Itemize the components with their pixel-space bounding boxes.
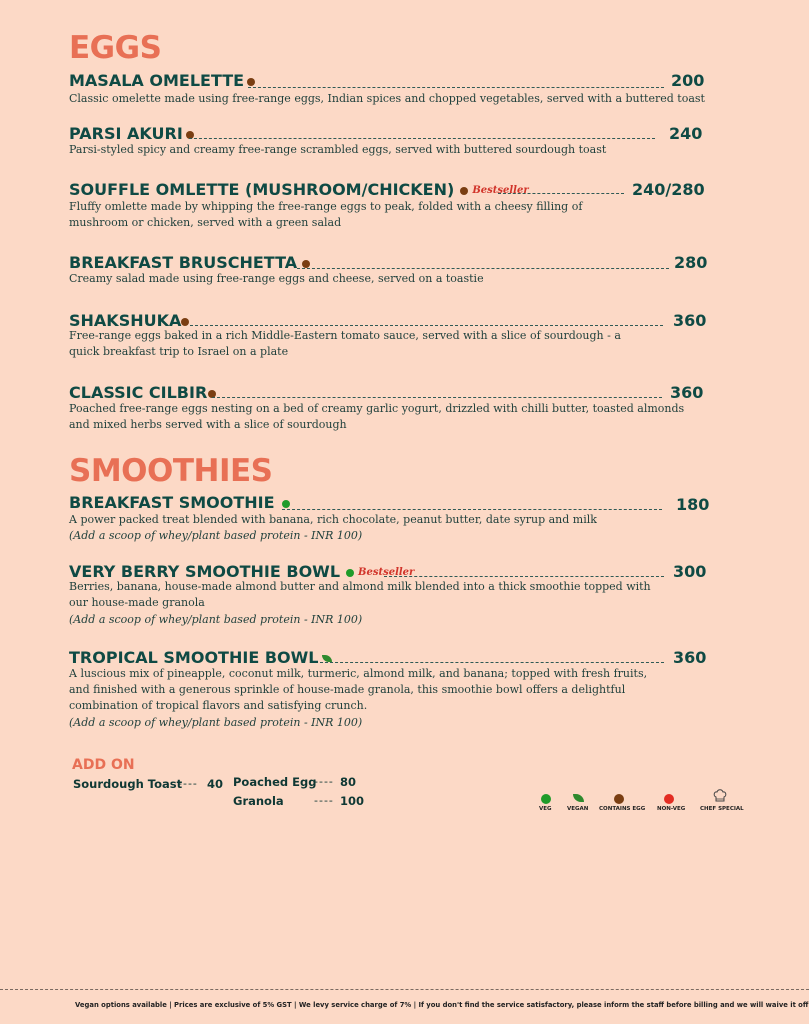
price-leader bbox=[248, 87, 664, 88]
price-leader bbox=[190, 325, 663, 326]
protein-note: (Add a scoop of whey/plant based protein - INR 100) bbox=[69, 716, 363, 729]
item-name-text: BREAKFAST BRUSCHETTA bbox=[69, 253, 298, 272]
egg-dot-icon bbox=[614, 794, 624, 804]
footer-divider bbox=[0, 989, 809, 990]
item-description: Poached free-range eggs nesting on a bed of creamy garlic yogurt, drizzled with chilli butter, toasted almonds and mixed herbs served with a slice of sourdough bbox=[69, 402, 685, 431]
chef-hat-icon bbox=[713, 789, 727, 803]
veg-dot-icon bbox=[541, 794, 551, 804]
menu-item-name bbox=[69, 124, 194, 143]
price-leader bbox=[212, 397, 662, 398]
item-price: 200 bbox=[671, 71, 705, 90]
veg-dot-icon bbox=[282, 500, 290, 508]
item-price: 240 bbox=[669, 124, 703, 143]
menu-item-name bbox=[69, 180, 529, 199]
item-name-text: VERY BERRY SMOOTHIE BOWL bbox=[69, 562, 341, 581]
price-leader bbox=[384, 576, 664, 577]
item-price: 300 bbox=[673, 562, 707, 581]
leaf-icon bbox=[573, 794, 584, 802]
protein-note: (Add a scoop of whey/plant based protein - INR 100) bbox=[69, 613, 363, 626]
item-name-text: CLASSIC CILBIR bbox=[69, 383, 208, 402]
item-name-text: MASALA OMELETTE bbox=[69, 71, 245, 90]
section-title-smoothies: SMOOTHIES bbox=[69, 453, 273, 489]
addon-name: Granola bbox=[233, 794, 284, 808]
menu-item-name bbox=[69, 383, 216, 402]
addon-price: 40 bbox=[207, 777, 224, 791]
item-description: Berries, banana, house-made almond butter and almond milk blended into a thick smoothie topped with our house-made granola bbox=[69, 580, 651, 609]
item-name-text: BREAKFAST SMOOTHIE bbox=[69, 493, 275, 512]
item-price: 360 bbox=[673, 648, 707, 667]
price-leader bbox=[320, 662, 664, 663]
addon-name: Sourdough Toast bbox=[73, 777, 183, 791]
non-veg-dot-icon bbox=[664, 794, 674, 804]
legend-label: VEGAN bbox=[567, 806, 589, 812]
item-description: Classic omelette made using free-range eggs, Indian spices and chopped vegetables, served with a buttered toast bbox=[69, 92, 705, 105]
menu-item-name bbox=[69, 648, 332, 667]
contains-egg-icon bbox=[302, 260, 310, 268]
item-name-text: TROPICAL SMOOTHIE BOWL bbox=[69, 648, 319, 667]
contains-egg-icon bbox=[247, 78, 255, 86]
contains-egg-icon bbox=[460, 187, 468, 195]
addon-title: ADD ON bbox=[72, 757, 135, 773]
addon-price: 80 bbox=[340, 775, 357, 789]
section-title-eggs: EGGS bbox=[69, 30, 162, 66]
item-price: 280 bbox=[674, 253, 708, 272]
legend-label: CONTAINS EGG bbox=[599, 806, 646, 812]
legend-label: CHEF SPECIAL bbox=[700, 806, 744, 812]
item-price: 240/280 bbox=[632, 180, 705, 199]
item-description: Fluffy omlette made by whipping the free-range eggs to peak, folded with a cheesy filling of mushroom or chicken, served with a green salad bbox=[69, 200, 583, 229]
item-description: A power packed treat blended with banana, rich chocolate, peanut butter, date syrup and milk bbox=[69, 513, 597, 526]
item-price: 360 bbox=[673, 311, 707, 330]
addon-dash: ---- bbox=[314, 794, 334, 807]
menu-item-name bbox=[69, 71, 255, 90]
menu-item-name bbox=[69, 253, 310, 272]
veg-dot-icon bbox=[346, 569, 354, 577]
footer-note: Vegan options available | Prices are exclusive of 5% GST | We levy service charge of 7% | If you don't find the service satisfactory, please inform the staff before billing and we will waive it off bbox=[75, 1001, 809, 1009]
item-description: Creamy salad made using free-range eggs and cheese, served on a toastie bbox=[69, 272, 484, 285]
bestseller-badge: Bestseller bbox=[358, 567, 415, 578]
item-price: 180 bbox=[676, 495, 710, 514]
legend-label: NON-VEG bbox=[657, 806, 686, 812]
item-name-text: SOUFFLE OMLETTE (MUSHROOM/CHICKEN) bbox=[69, 180, 455, 199]
addon-name: Poached Egg bbox=[233, 775, 317, 789]
item-price: 360 bbox=[670, 383, 704, 402]
leaf-icon bbox=[322, 655, 332, 662]
price-leader bbox=[297, 268, 669, 269]
item-name-text: PARSI AKURI bbox=[69, 124, 183, 143]
addon-dash: ---- bbox=[178, 777, 198, 790]
contains-egg-icon bbox=[181, 318, 189, 326]
item-description: Free-range eggs baked in a rich Middle-Eastern tomato sauce, served with a slice of sourdough - a quick breakfast trip to Israel on a plate bbox=[69, 329, 621, 358]
addon-price: 100 bbox=[340, 794, 365, 808]
bestseller-badge: Bestseller bbox=[472, 185, 529, 196]
price-leader bbox=[498, 193, 624, 194]
legend-label: VEG bbox=[539, 806, 552, 812]
price-leader bbox=[189, 138, 655, 139]
item-description: Parsi-styled spicy and creamy free-range scrambled eggs, served with buttered sourdough toast bbox=[69, 143, 607, 156]
item-description: A luscious mix of pineapple, coconut milk, turmeric, almond milk, and banana; topped with fresh fruits, and finished with a generous sprinkle of house-made granola, this smoothie bowl offers a delightful combination of tropical flavors and satisfying crunch. bbox=[69, 667, 648, 712]
item-name-text: SHAKSHUKA bbox=[69, 311, 182, 330]
price-leader bbox=[282, 509, 662, 510]
protein-note: (Add a scoop of whey/plant based protein - INR 100) bbox=[69, 529, 363, 542]
menu-item-name bbox=[69, 493, 290, 512]
addon-dash: ---- bbox=[314, 775, 334, 788]
